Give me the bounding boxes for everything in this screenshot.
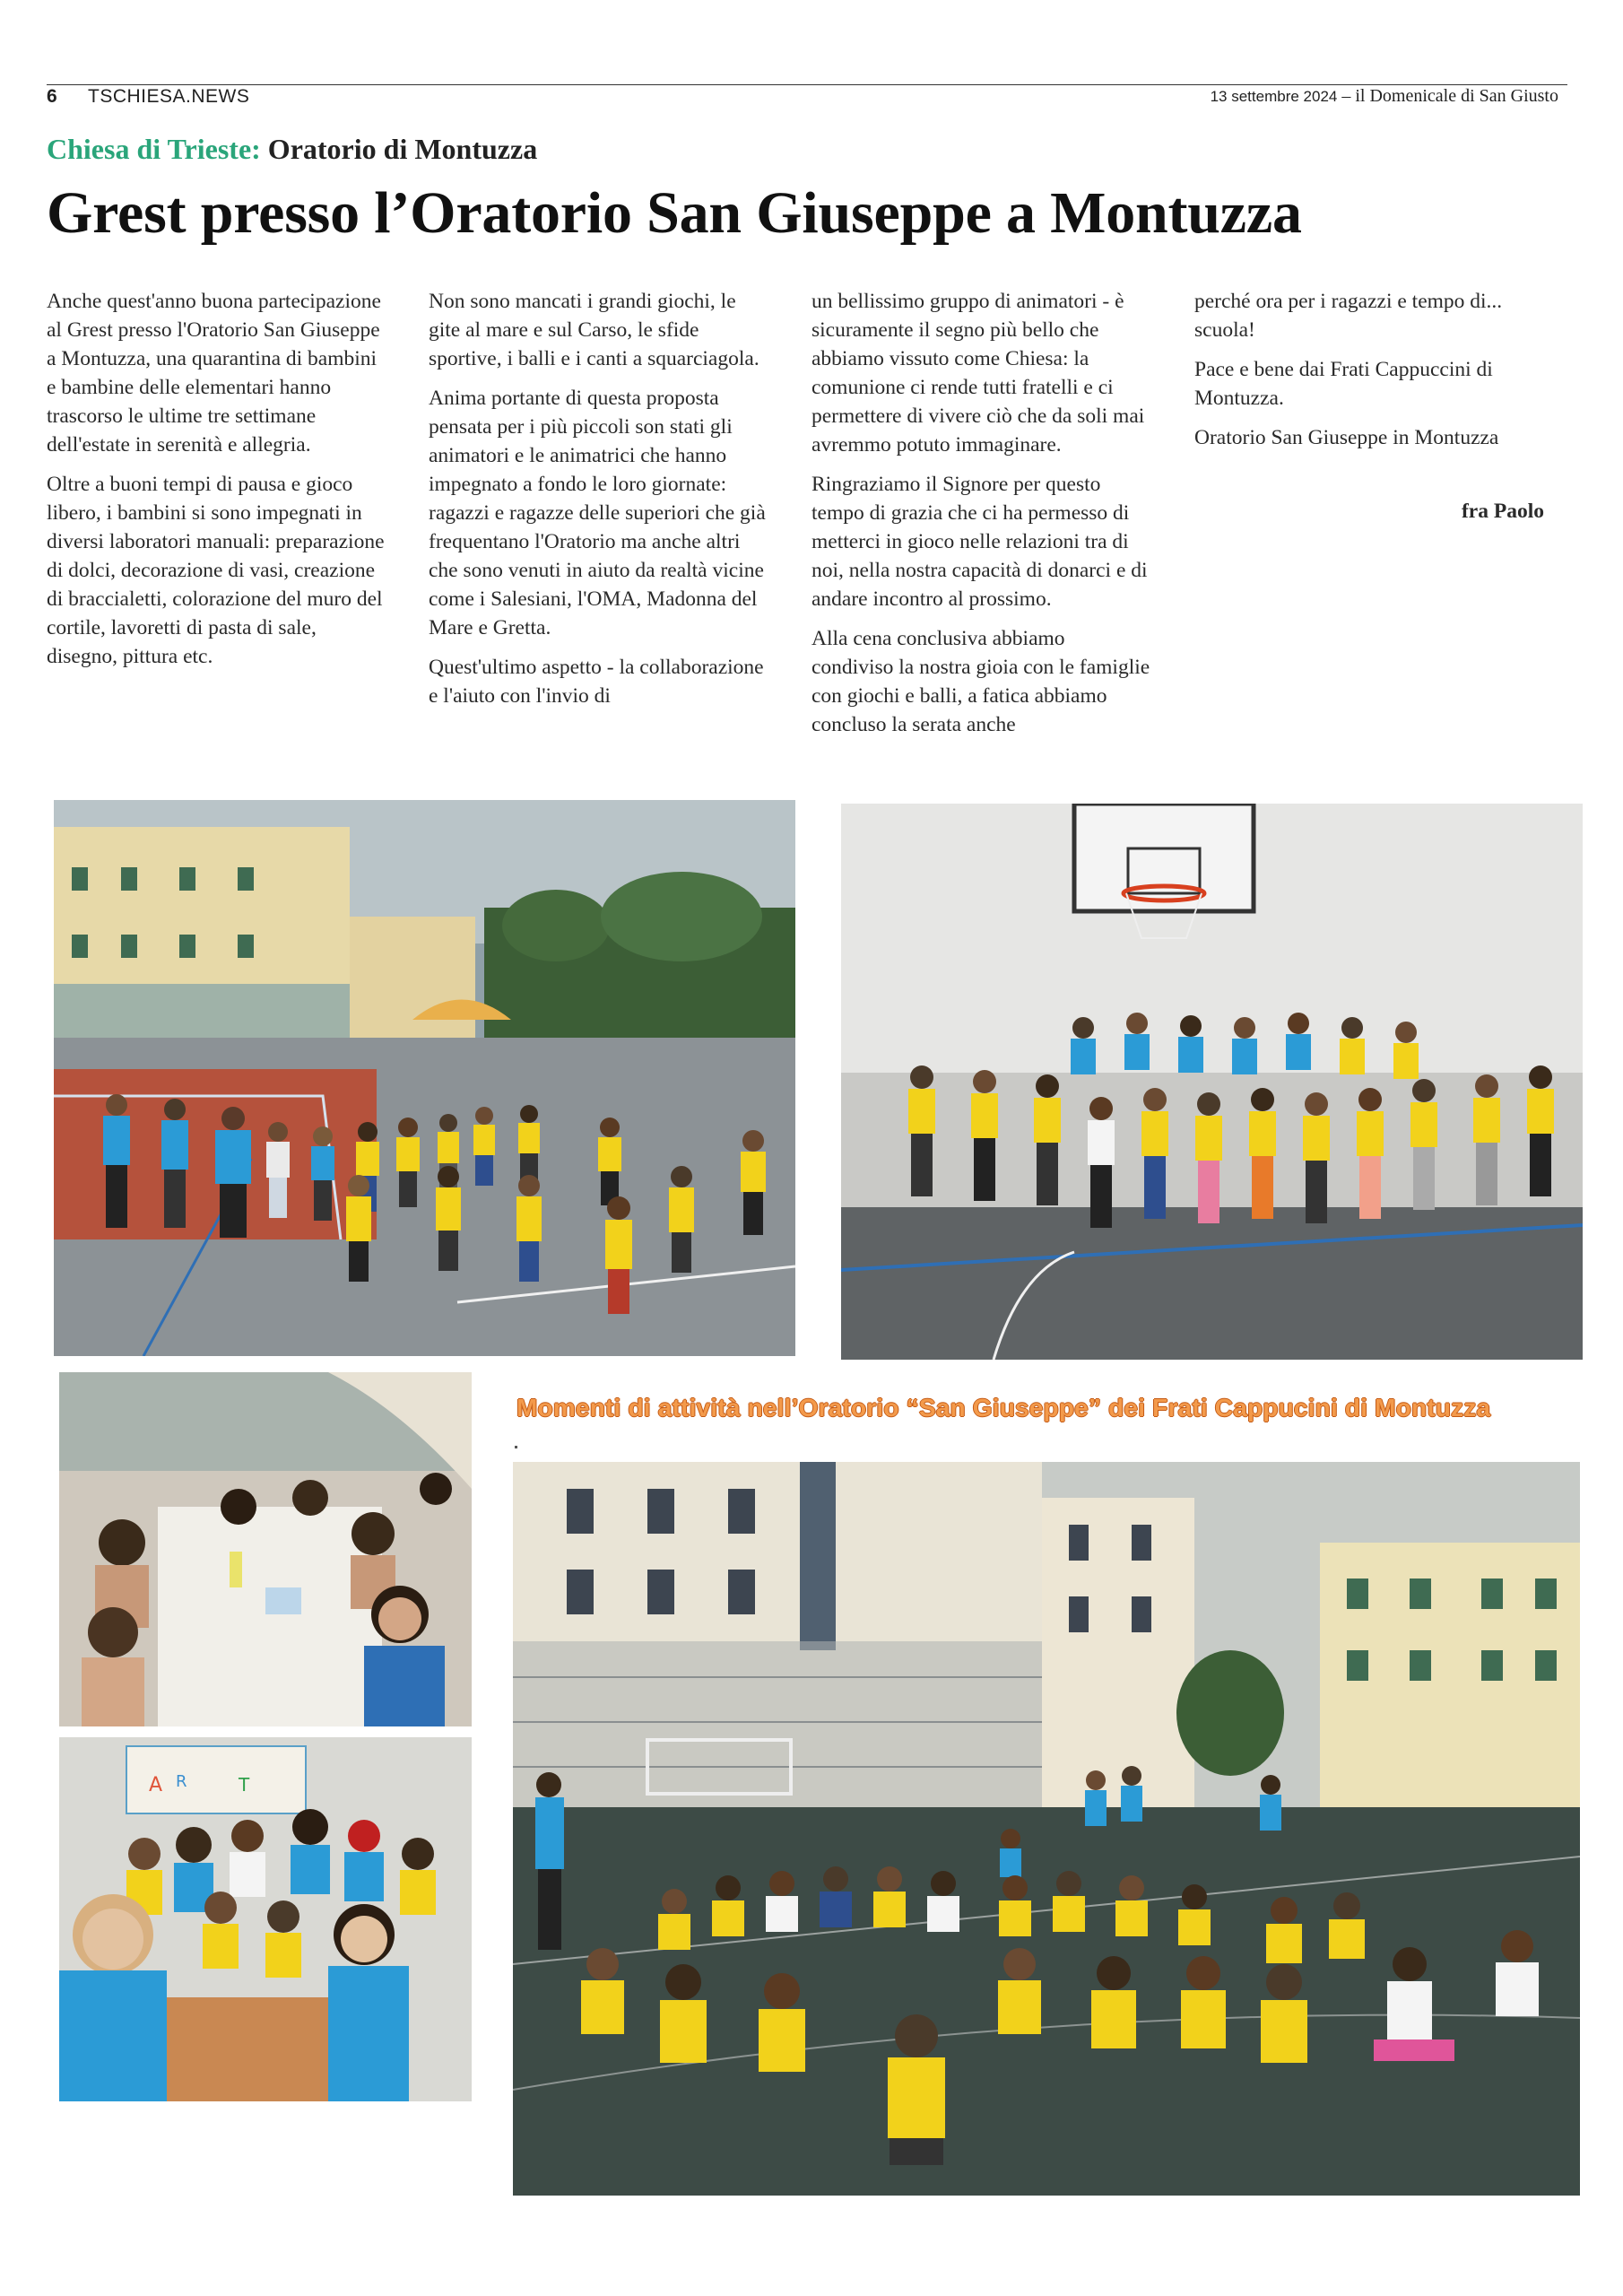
signature: fra Paolo [1461, 500, 1544, 523]
paragraph: Non sono mancati i grandi giochi, le gite al mare e sul Carso, le sfide sportive, i balli e i canti a squarciagola. [429, 290, 759, 370]
paragraph: Anche quest'anno buona partecipazione al Grest presso l'Oratorio San Giuseppe a Montuzza, una quarantina di bambini e bambine delle elementari hanno trascorso le ultime tre settimane dell'estate in serenità e allegria. [47, 290, 381, 457]
article-column-2 [429, 287, 768, 721]
issue-info [1211, 86, 1558, 107]
article-headline: Grest presso l’Oratorio San Giuseppe a Montuzza [47, 180, 1302, 246]
caption-marker [515, 1446, 517, 1448]
svg-text:R: R [176, 1772, 187, 1791]
site-name: TSCHIESA.NEWS [88, 86, 250, 107]
issue-date: 13 settembre 2024 [1210, 88, 1338, 105]
svg-text:T: T [239, 1774, 250, 1796]
paragraph: Pace e bene dai Frati Cappuccini di Montuzza. [1194, 358, 1493, 410]
photo-courtyard-dance [54, 800, 795, 1356]
paragraph: perché ora per i ragazzi e tempo di... scuola! [1194, 290, 1503, 342]
page-number: 6 [47, 86, 57, 107]
photo-table-animators [59, 1372, 472, 1726]
paragraph: Alla cena conclusiva abbiamo condiviso la nostra gioia con le famiglie con giochi e balli, a fatica abbiamo concluso la serata anche [812, 627, 1150, 736]
paragraph: Anima portante di questa proposta pensata per i più piccoli son stati gli animatori e le animatrici che hanno impegnato a fondo le loro giornate: ragazzi e ragazze delle superiori che già frequentano l'Oratorio ma anche altri che sono venuti in aiuto da realtà vicine come i Salesiani, l'OMA, Madonna del Mare e Gretta. [429, 387, 766, 639]
publication-name: – il Domenicale di San Giusto [1341, 86, 1558, 106]
paragraph: Ringraziamo il Signore per questo tempo di grazia che ci ha permesso di metterci in gioco nelle relazioni tra di noi, nella nostra capacità di donarci e di andare incontro al prossimo. [812, 473, 1148, 611]
photo-group-basketball [841, 804, 1583, 1360]
article-column-1 [47, 287, 386, 682]
photo-kids-laboratory [59, 1737, 472, 2101]
header-rule [47, 84, 1567, 85]
photo-caption: Momenti di attività nell’Oratorio “San Giuseppe” dei Frati Cappucini di Montuzza [516, 1394, 1491, 1422]
paragraph: Oratorio San Giuseppe in Montuzza [1194, 426, 1499, 449]
photo-field-circle [513, 1462, 1580, 2196]
kicker-topic: Oratorio di Montuzza [267, 133, 538, 165]
kicker-section: Chiesa di Trieste: [47, 133, 261, 165]
paragraph: un bellissimo gruppo di animatori - è sicuramente il segno più bello che abbiamo vissuto come Chiesa: la comunione ci rende tutti fratelli e ci permettere di vivere ciò che da soli mai avremmo potuto immaginare. [812, 290, 1145, 457]
svg-text:A: A [149, 1774, 163, 1796]
article-column-3 [812, 287, 1150, 750]
paragraph: Oltre a buoni tempi di pausa e gioco libero, i bambini si sono impegnati in diversi laboratori manuali: preparazione di dolci, decorazione di vasi, creazione di braccialetti, colorazione del muro del cortile, lavoretti di pasta di sale, disegno, pittura etc. [47, 473, 385, 668]
paragraph: Quest'ultimo aspetto - la collaborazione e l'aiuto con l'invio di [429, 656, 764, 708]
article-column-4 [1194, 287, 1553, 536]
article-kicker [47, 133, 537, 166]
